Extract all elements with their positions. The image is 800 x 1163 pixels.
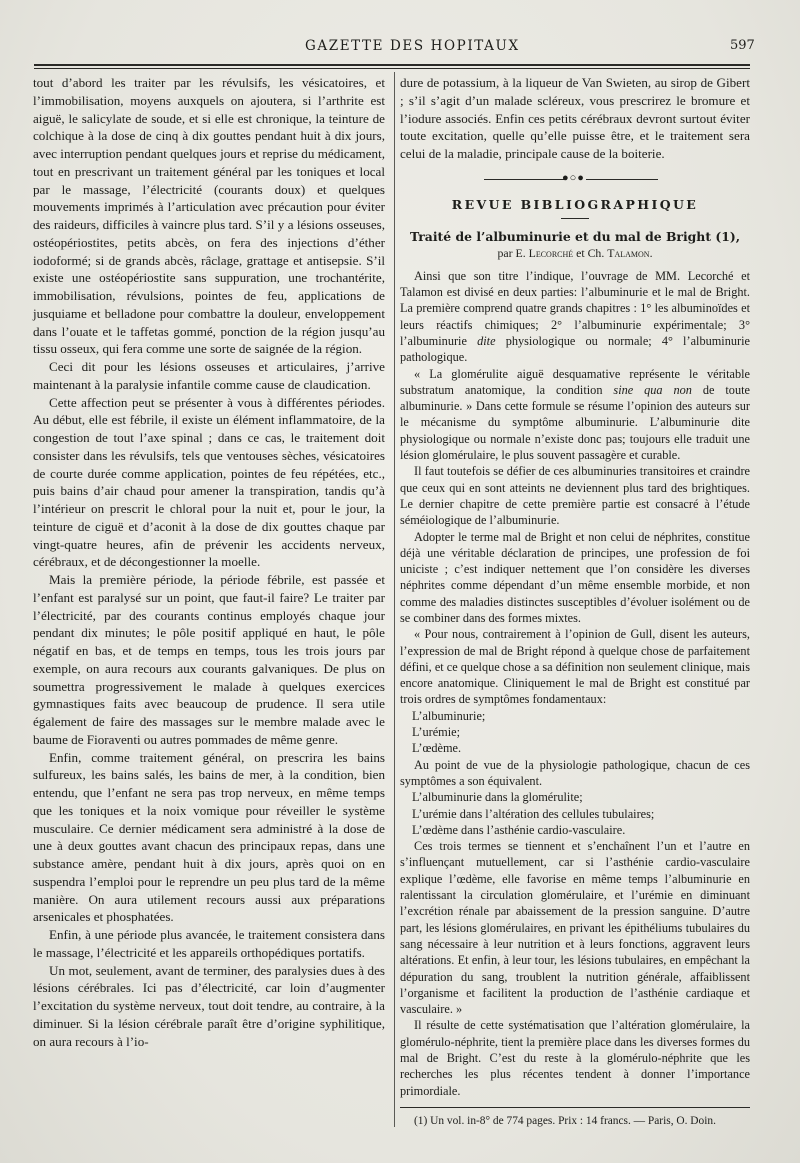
left-paragraph: tout d’abord les traiter par les révulsifs, les vésicatoires, et l’immobilisation, moyens auxquels on ajoutera, si l’arthrite est aiguë, le salicylate de soude, et si elle est chronique, la teinture de colchique à la dose de cinq à dix gouttes pendant huit à dix jours, avec interruption pendant quelques jours et reprise du médicament, tout en prescrivant un traitement général par les toniques et local par le massage, l’électricité (courants doux) et quelques mouvements imprimés à l’articulation avec précaution pour éviter des raideurs, difficiles à vaincre plus tard. S’il y a lésions osseuses, ostéopériostites, petits abcès, on fera des injections d’éther iodoformé; si de grands abcès, râclage, grattage et antisepsie. S’il existe une ostéopériostite sans suppuration, une trochantérite, immobilisation, révulsions, pointes de feu, applications de jusquiame et belladone pour combattre la douleur, enveloppement dans l’ouate et le taffetas gommé, ponction de la région jusqu’au tissu osseux, qui fera comme une sorte de saignée de la région.: [33, 75, 385, 357]
left-paragraph: Mais la première période, la période fébrile, est passée et l’enfant est paralysé sur un point, que faut-il faire? Le traiter par l’électricité, par des courants continus employés chaque jour pendant dix minutes; le pôle positif appliqué en haut, le pôle négatif en bas, et de temps en temps, tous les trois jours par exemple, on aura recours aux courants galvaniques. De plus on soumettra progressivement le malade à quelques exercices gymnastiques faits avec beaucoup de prudence. Il sera utile également de faire des massages sur le membre malade avec le baume de Fioraventi ou autres pommades de même genre.: [33, 572, 385, 747]
journal-title: GAZETTE DES HOPITAUX: [305, 38, 520, 54]
footnote-rule: [400, 1107, 750, 1108]
authors-suffix: .: [649, 245, 653, 260]
section-title: REVUE BIBLIOGRAPHIQUE: [451, 196, 699, 212]
review-paragraph: Il résulte de cette systématisation que l’altération glomérulaire, la glomérulo-néphrite, tient la première place dans les diverses formes du mal de Bright. C’est du reste à la glomérulo-néphrite que les recherches les plus récentes tendent à donner l’importance primordiale.: [400, 1018, 750, 1098]
review-body: [400, 268, 750, 1099]
header-rule-thick: [34, 64, 750, 66]
running-head: [0, 38, 800, 58]
symptom-item: L’œdème.: [412, 741, 462, 756]
author-talamon: Talamon: [607, 245, 650, 260]
review-italic: dite: [477, 333, 496, 348]
book-title: Traité de l’albuminurie et du mal de Bright (1),: [409, 228, 741, 244]
equivalent-item: L’albuminurie dans la glomérulite;: [412, 790, 583, 805]
left-column: [33, 74, 385, 1050]
review-italic: sine qua non: [613, 382, 692, 397]
left-paragraph: Cette affection peut se présenter à vous à différentes périodes. Au début, elle est fébrile, il existe un élément inflammatoire, de la congestion de tout l’axe spinal ; dans ce cas, le traitement doit consister dans les révulsifs, tels que ventouses sèches, vésicatoires de courte durée comme application, pointes de feu répétées, etc., puis bains d’air chaud pour amener la transpiration, tandis qu’à l’intérieur on prescrit le chloral pour la nuit et, pour le jour, la teinture de ciguë et d’aconit à la dose de dix gouttes chaque par vingt-quatre heures, afin de prévenir les accidents nerveux, cérébraux, et de décongestionner la moelle.: [33, 394, 385, 570]
ornament-knot-icon: ●○●: [562, 171, 585, 184]
equivalent-item: L’œdème dans l’asthénie cardio-vasculaire.: [412, 822, 626, 837]
symptom-item: L’albuminurie;: [412, 708, 486, 723]
review-paragraph: [400, 366, 750, 464]
header-rule-thin: [34, 68, 750, 69]
review-text: Ainsi que son titre l’indique, l’ouvrage de MM. Lecorché et Talamon est divisé en deux parties: l’albuminurie et le mal de Bright. La première comprend quatre grands chapitres : 1° les albuminoïdes et leurs réactifs chimiques; 2° l’albuminurie expérimentale; 3° l’albuminurie: [400, 268, 750, 348]
equivalent-item: L’urémie dans l’altération des cellules tubulaires;: [412, 806, 655, 821]
symptom-item: L’urémie;: [412, 725, 461, 740]
authors-mid: et Ch.: [573, 245, 608, 260]
review-text: de toute albuminurie. » Dans cette formule se résume l’opinion des auteurs sur le mécanisme du symptôme albuminurie. L’albuminurie dite physiologique ou normale n’existe donc pas; toujours elle traduit une lésion glomérulaire, le plus souvent passagère et curable.: [400, 382, 750, 463]
review-paragraph: Adopter le terme mal de Bright et non celui de néphrites, constitue déjà une véritable déclaration de principes, une profession de foi uniciste ; c’est indiquer nettement que l’on considère les diverses néphrites comme dépendant d’un même ensemble morbide, et non comme des maladies distinctes susceptibles d’évoluer isolément ou de se combiner dans des formes mixtes.: [400, 529, 750, 625]
authors-prefix: par E.: [497, 245, 529, 260]
review-paragraph: Il faut toutefois se défier de ces albuminuries transitoires et craindre que ceux qui en sont atteints ne deviennent plus tard des brightiques. Le dernier chapitre de cette première partie est consacré à l’étude séméiologique de l’albuminurie.: [400, 464, 750, 528]
footnote: (1) Un vol. in-8° de 774 pages. Prix : 14 francs. — Paris, O. Doin.: [414, 1114, 716, 1127]
column-divider: [394, 72, 395, 1127]
left-paragraph: Un mot, seulement, avant de terminer, des paralysies dues à des lésions cérébrales. Ici pas d’électricité, car loin d’augmenter l’excitation du système nerveux, tout doit tendre, au contraire, à la diminuer. Si la lésion cérébrale paraît être d’origine syphilitique, on aura recours à l’io-: [33, 962, 385, 1049]
right-column: [400, 74, 750, 1129]
left-paragraph: Enfin, comme traitement général, on prescrira les bains sulfureux, les bains salés, les bains de mer, à la condition, bien entendu, que l’enfant ne sera pas trop nerveux, en même temps que les toniques et la noix vomique pour réveiller le système musculaire. Ce dernier médicament sera administré à la dose de une à deux gouttes avant chacun des principaux repas, dans une substance amère, pendant huit à dix jours, après quoi on en suspendra l’emploi pour le reprendre un peu plus tard de la même manière. On aura utilement recours aussi aux préparations arsenicales et phosphatées.: [33, 749, 385, 925]
review-paragraph: « Pour nous, contrairement à l’opinion de Gull, disent les auteurs, l’expression de mal de Bright répond à quelque chose de parfaitement défini, et ce quelque chose a sa définition non seulement clinique, mais encore anatomique. Cliniquement le mal de Bright est constitué par trois ordres de symptômes fondamentaux:: [400, 627, 751, 707]
ornament-left-bar: [484, 179, 564, 180]
ornamental-divider: [400, 171, 750, 185]
author-lecorche: Lecorché: [528, 245, 574, 260]
review-paragraph: [400, 268, 750, 366]
review-text: physiologique ou normale; 4° l’albuminurie pathologique.: [400, 333, 750, 365]
review-text: « La glomérulite aiguë desquamative représente le véritable substratum anatomique, la condition: [400, 366, 750, 397]
book-authors: [400, 245, 750, 261]
review-paragraph: Au point de vue de la physiologie pathologique, chacun de ces symptômes a son équivalent.: [400, 757, 750, 788]
section-short-rule: [561, 218, 589, 219]
continuation-paragraph: dure de potassium, à la liqueur de Van Swieten, au sirop de Gibert ; s’il s’agit d’un malade scléreux, vous prescrirez le bromure et l’iodure associés. Enfin ces petits cérébraux devront surtout éviter toute excitation, quelle qu’elle puisse être, et le traitement sera celui de la maladie, principale cause de la boiterie.: [400, 75, 750, 161]
left-paragraph: Ceci dit pour les lésions osseuses et articulaires, j’arrive maintenant à la paralysie infantile comme cause de claudication.: [33, 359, 385, 392]
review-paragraph: Ces trois termes se tiennent et s’enchaînent l’un et l’autre en s’influençant mutuellement, car si l’asthénie cardio-vasculaire explique l’œdème, elle favorise en même temps l’albuminurie en ralentissant la circulation glomérulaire, et l’urémie en diminuant l’excrétion rénale par abaissement de la pression sanguine. D’autre part, les lésions glomérulaires, en privant les épithéliums tubulaires du sang nécessaire à leur nutrition et à leurs fonctions, aggravent leurs altérations. Et enfin, à leur tour, les lésions tubulaires, en empêchant la dépuration du sang, troublent la nutrition générale, affaiblissent l’organisme et facilitent la production de l’asthénie cardiaque et vasculaire. »: [400, 839, 750, 1017]
ornament-right-bar: [586, 179, 658, 180]
left-paragraph: Enfin, à une période plus avancée, le traitement consistera dans le massage, l’électricité et les appareils orthopédiques portatifs.: [33, 927, 385, 960]
page-number: 597: [730, 38, 755, 53]
